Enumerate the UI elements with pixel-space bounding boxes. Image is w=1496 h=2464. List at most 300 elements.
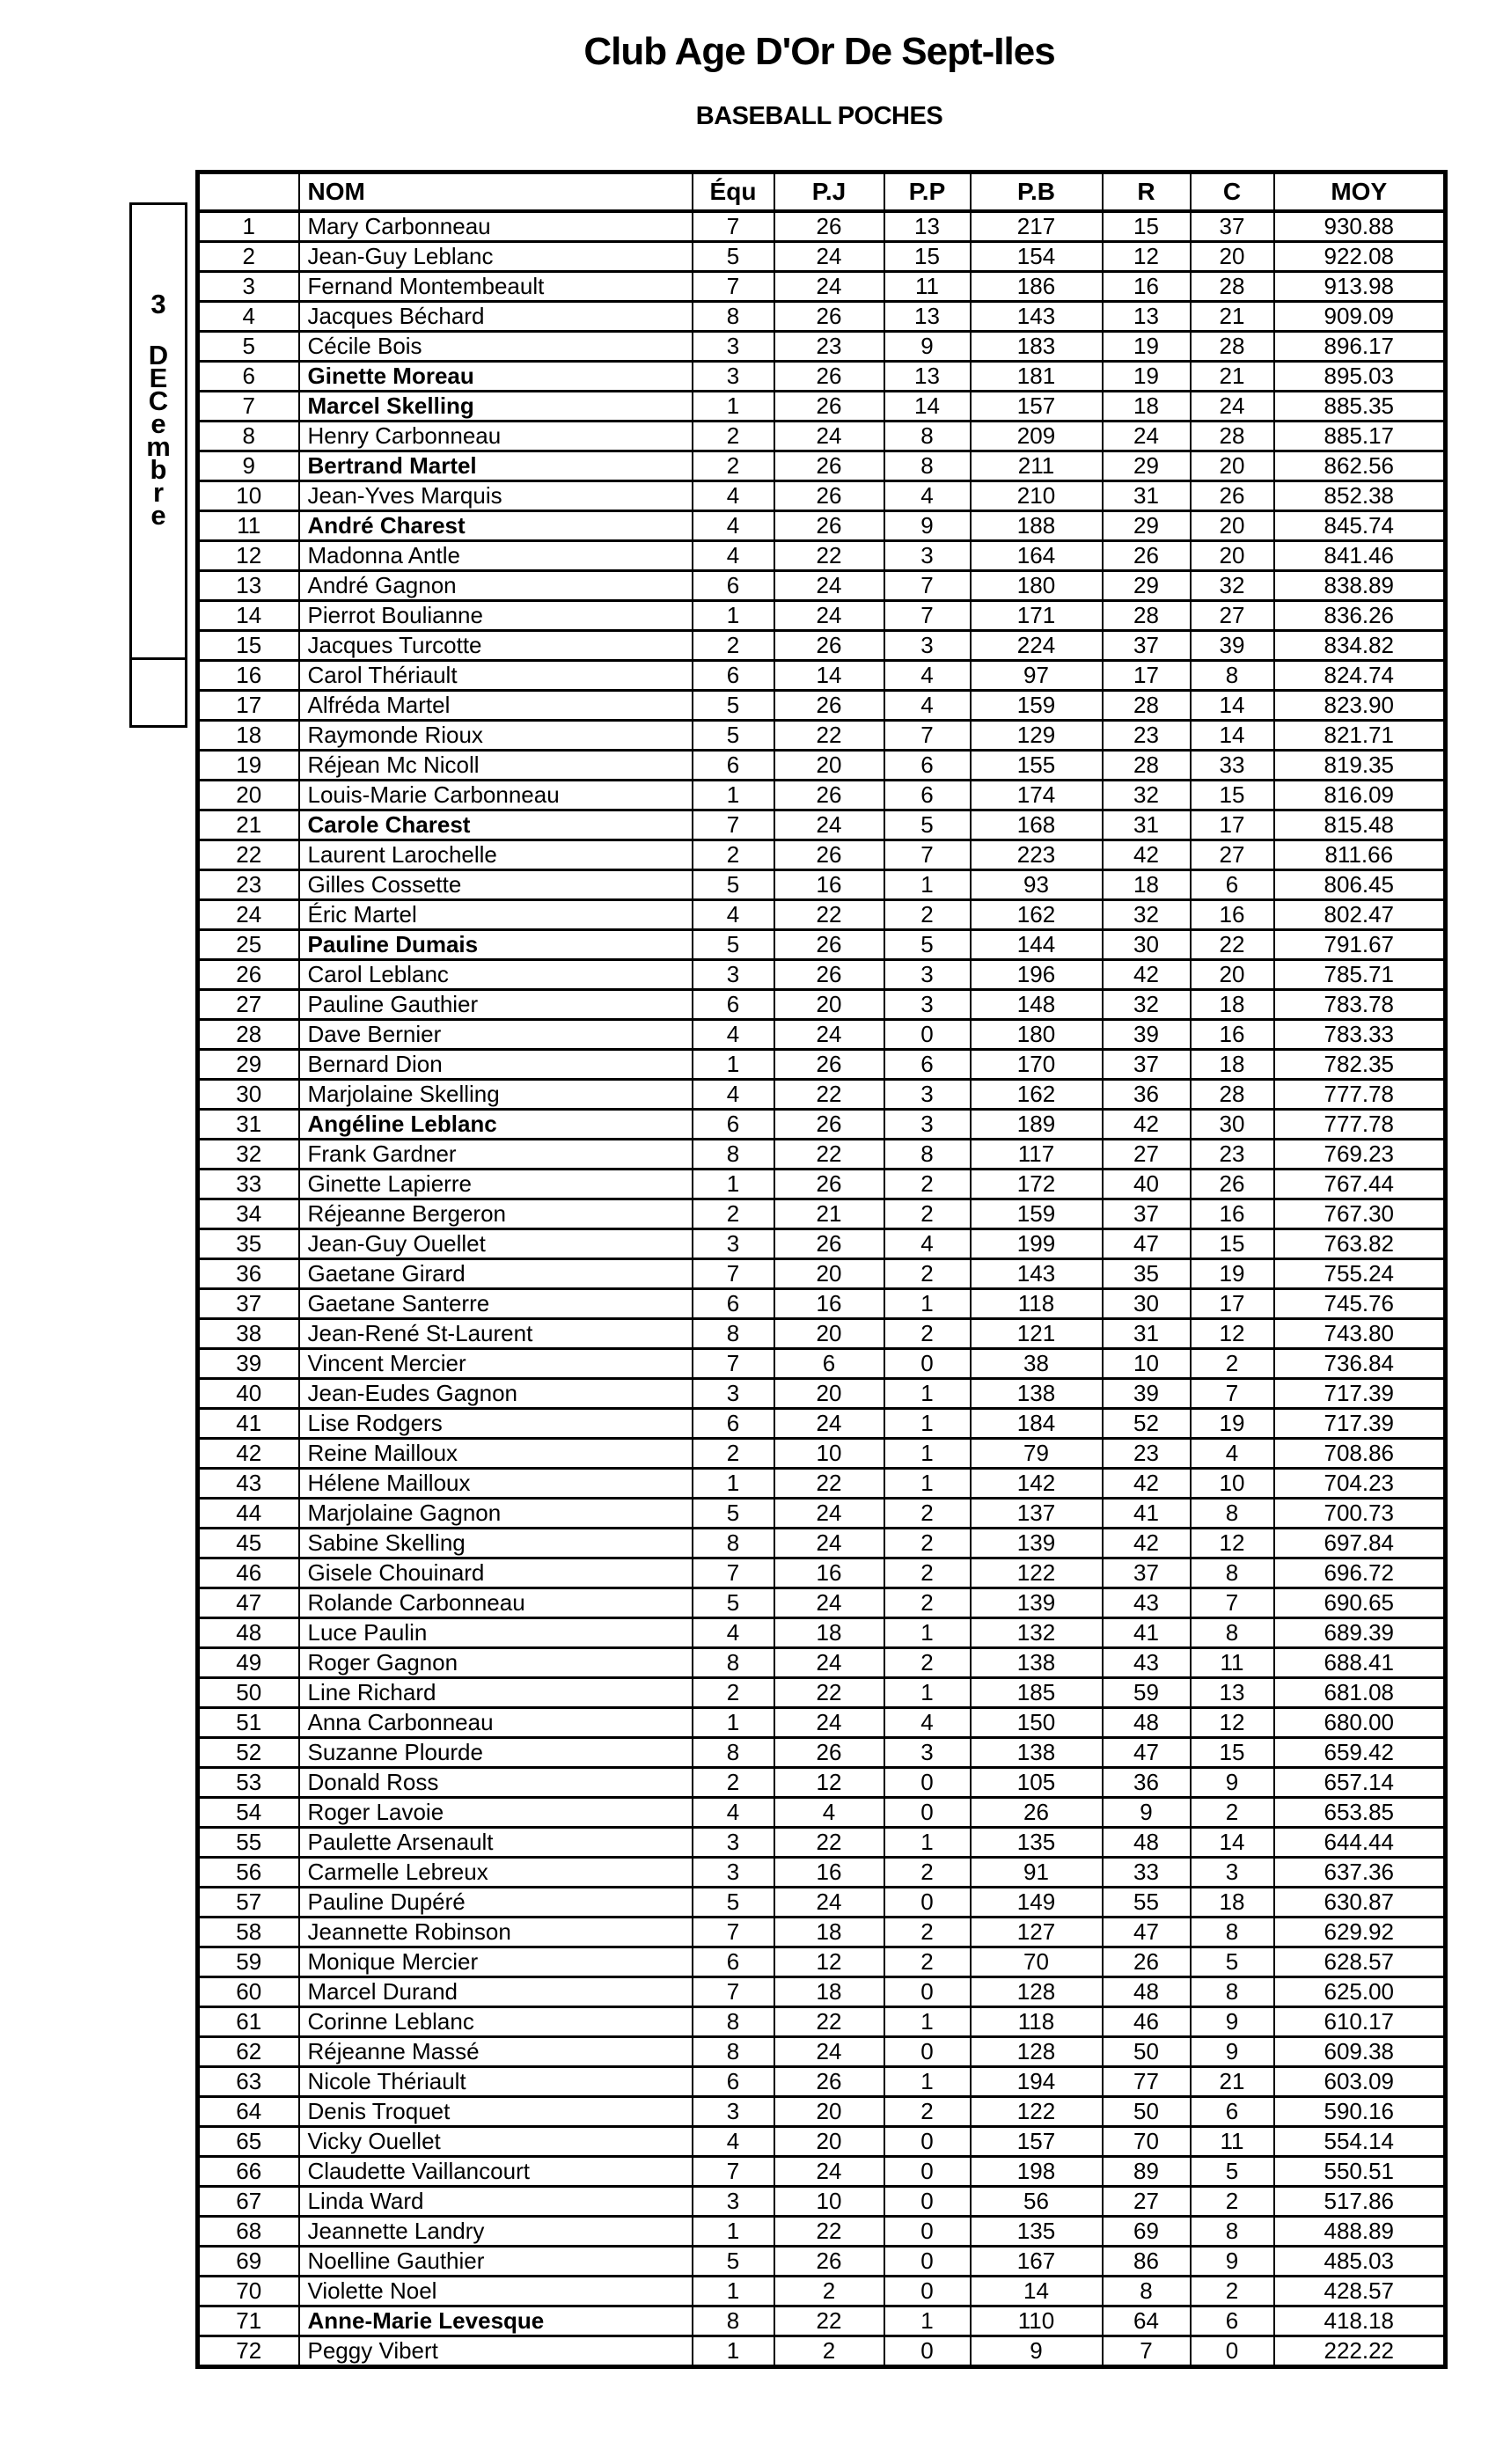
pj-cell: 26 <box>774 840 884 869</box>
equ-cell: 3 <box>693 2186 774 2216</box>
equ-cell: 1 <box>693 2216 774 2246</box>
name-cell: Claudette Vaillancourt <box>299 2156 693 2186</box>
column-header: P.J <box>774 172 884 211</box>
pb-cell: 56 <box>971 2186 1103 2216</box>
pp-cell: 2 <box>884 1258 971 1288</box>
pj-cell: 26 <box>774 630 884 660</box>
pp-cell: 3 <box>884 540 971 570</box>
table-row <box>198 1767 1446 1797</box>
pb-cell: 117 <box>971 1139 1103 1169</box>
pj-cell: 20 <box>774 1318 884 1348</box>
equ-cell: 8 <box>693 1528 774 1558</box>
name-cell: Marjolaine Skelling <box>299 1079 693 1109</box>
equ-cell: 8 <box>693 2006 774 2036</box>
rank-cell: 20 <box>198 780 299 810</box>
pb-cell: 26 <box>971 1797 1103 1827</box>
rank-cell: 11 <box>198 510 299 540</box>
c-cell: 0 <box>1191 2336 1274 2366</box>
equ-cell: 8 <box>693 1139 774 1169</box>
date-label-char: e <box>150 408 166 439</box>
pb-cell: 217 <box>971 211 1103 242</box>
pb-cell: 157 <box>971 2126 1103 2156</box>
table-row <box>198 1408 1446 1438</box>
moy-cell: 838.89 <box>1274 570 1446 600</box>
r-cell: 47 <box>1103 1228 1191 1258</box>
pp-cell: 15 <box>884 241 971 271</box>
pj-cell: 10 <box>774 1438 884 1468</box>
pp-cell: 2 <box>884 1917 971 1947</box>
c-cell: 19 <box>1191 1408 1274 1438</box>
rank-cell: 57 <box>198 1887 299 1917</box>
table-row <box>198 1049 1446 1079</box>
rank-cell: 3 <box>198 271 299 301</box>
name-cell: Lise Rodgers <box>299 1408 693 1438</box>
date-label <box>132 205 185 657</box>
name-cell: Jean-Guy Leblanc <box>299 241 693 271</box>
c-cell: 18 <box>1191 1887 1274 1917</box>
equ-cell: 8 <box>693 1647 774 1677</box>
c-cell: 26 <box>1191 1169 1274 1199</box>
r-cell: 35 <box>1103 1258 1191 1288</box>
pb-cell: 155 <box>971 750 1103 780</box>
c-cell: 28 <box>1191 421 1274 451</box>
name-cell: Gilles Cossette <box>299 869 693 899</box>
pj-cell: 26 <box>774 1228 884 1258</box>
moy-cell: 657.14 <box>1274 1767 1446 1797</box>
name-cell: Carole Charest <box>299 810 693 840</box>
moy-cell: 644.44 <box>1274 1827 1446 1857</box>
c-cell: 13 <box>1191 1677 1274 1707</box>
rank-cell: 23 <box>198 869 299 899</box>
r-cell: 48 <box>1103 1976 1191 2006</box>
table-row <box>198 1588 1446 1617</box>
rank-cell: 71 <box>198 2306 299 2336</box>
rank-cell: 36 <box>198 1258 299 1288</box>
pj-cell: 22 <box>774 899 884 929</box>
r-cell: 69 <box>1103 2216 1191 2246</box>
pj-cell: 24 <box>774 2156 884 2186</box>
name-cell: Luce Paulin <box>299 1617 693 1647</box>
equ-cell: 2 <box>693 421 774 451</box>
rank-cell: 16 <box>198 660 299 690</box>
moy-cell: 777.78 <box>1274 1079 1446 1109</box>
rank-cell: 29 <box>198 1049 299 1079</box>
pj-cell: 18 <box>774 1976 884 2006</box>
table-row <box>198 869 1446 899</box>
table-row <box>198 1438 1446 1468</box>
equ-cell: 6 <box>693 570 774 600</box>
pj-cell: 26 <box>774 2246 884 2276</box>
table-row <box>198 1917 1446 1947</box>
rank-cell: 34 <box>198 1199 299 1228</box>
table-row <box>198 1976 1446 2006</box>
name-cell: Carmelle Lebreux <box>299 1857 693 1887</box>
equ-cell: 5 <box>693 2246 774 2276</box>
rank-cell: 31 <box>198 1109 299 1139</box>
moy-cell: 815.48 <box>1274 810 1446 840</box>
name-cell: Laurent Larochelle <box>299 840 693 869</box>
c-cell: 37 <box>1191 211 1274 242</box>
c-cell: 39 <box>1191 630 1274 660</box>
equ-cell: 5 <box>693 690 774 720</box>
name-cell: Vincent Mercier <box>299 1348 693 1378</box>
moy-cell: 811.66 <box>1274 840 1446 869</box>
name-cell: Gaetane Santerre <box>299 1288 693 1318</box>
pj-cell: 26 <box>774 2066 884 2096</box>
pj-cell: 22 <box>774 1468 884 1498</box>
r-cell: 40 <box>1103 1169 1191 1199</box>
name-cell: Gisele Chouinard <box>299 1558 693 1588</box>
rank-cell: 58 <box>198 1917 299 1947</box>
table-row <box>198 301 1446 331</box>
name-cell: André Gagnon <box>299 570 693 600</box>
c-cell: 16 <box>1191 1199 1274 1228</box>
c-cell: 9 <box>1191 2246 1274 2276</box>
equ-cell: 1 <box>693 2276 774 2306</box>
table-row <box>198 989 1446 1019</box>
rank-cell: 17 <box>198 690 299 720</box>
pp-cell: 1 <box>884 1468 971 1498</box>
name-cell: Denis Troquet <box>299 2096 693 2126</box>
rank-cell: 25 <box>198 929 299 959</box>
pj-cell: 20 <box>774 2126 884 2156</box>
pb-cell: 149 <box>971 1887 1103 1917</box>
table-row <box>198 391 1446 421</box>
pp-cell: 4 <box>884 1707 971 1737</box>
r-cell: 23 <box>1103 720 1191 750</box>
pp-cell: 0 <box>884 2036 971 2066</box>
equ-cell: 3 <box>693 331 774 361</box>
equ-cell: 7 <box>693 1976 774 2006</box>
c-cell: 20 <box>1191 241 1274 271</box>
r-cell: 27 <box>1103 2186 1191 2216</box>
c-cell: 26 <box>1191 480 1274 510</box>
name-cell: Mary Carbonneau <box>299 211 693 242</box>
moy-cell: 517.86 <box>1274 2186 1446 2216</box>
moy-cell: 610.17 <box>1274 2006 1446 2036</box>
pp-cell: 0 <box>884 2156 971 2186</box>
name-cell: Carol Leblanc <box>299 959 693 989</box>
pp-cell: 3 <box>884 989 971 1019</box>
table-row <box>198 421 1446 451</box>
r-cell: 55 <box>1103 1887 1191 1917</box>
name-cell: Donald Ross <box>299 1767 693 1797</box>
name-cell: Reine Mailloux <box>299 1438 693 1468</box>
table-row <box>198 1019 1446 1049</box>
pp-cell: 2 <box>884 2096 971 2126</box>
pj-cell: 24 <box>774 1588 884 1617</box>
equ-cell: 2 <box>693 1677 774 1707</box>
r-cell: 32 <box>1103 899 1191 929</box>
pb-cell: 118 <box>971 2006 1103 2036</box>
pb-cell: 167 <box>971 2246 1103 2276</box>
r-cell: 41 <box>1103 1498 1191 1528</box>
table-row <box>198 720 1446 750</box>
r-cell: 10 <box>1103 1348 1191 1378</box>
table-row <box>198 1288 1446 1318</box>
date-label-char: m <box>146 431 171 462</box>
rank-cell: 50 <box>198 1677 299 1707</box>
pb-cell: 148 <box>971 989 1103 1019</box>
c-cell: 30 <box>1191 1109 1274 1139</box>
rank-cell: 27 <box>198 989 299 1019</box>
r-cell: 48 <box>1103 1827 1191 1857</box>
c-cell: 8 <box>1191 1917 1274 1947</box>
r-cell: 30 <box>1103 929 1191 959</box>
moy-cell: 791.67 <box>1274 929 1446 959</box>
c-cell: 20 <box>1191 540 1274 570</box>
table-row <box>198 2336 1446 2366</box>
pb-cell: 159 <box>971 1199 1103 1228</box>
c-cell: 21 <box>1191 361 1274 391</box>
name-cell: Ginette Moreau <box>299 361 693 391</box>
pp-cell: 0 <box>884 2126 971 2156</box>
r-cell: 24 <box>1103 421 1191 451</box>
pp-cell: 6 <box>884 1049 971 1079</box>
c-cell: 8 <box>1191 2216 1274 2246</box>
name-cell: Madonna Antle <box>299 540 693 570</box>
moy-cell: 743.80 <box>1274 1318 1446 1348</box>
rank-cell: 49 <box>198 1647 299 1677</box>
pp-cell: 0 <box>884 1976 971 2006</box>
pj-cell: 24 <box>774 421 884 451</box>
pj-cell: 14 <box>774 660 884 690</box>
r-cell: 8 <box>1103 2276 1191 2306</box>
table-row <box>198 361 1446 391</box>
r-cell: 36 <box>1103 1079 1191 1109</box>
r-cell: 77 <box>1103 2066 1191 2096</box>
pp-cell: 3 <box>884 1109 971 1139</box>
column-header: P.P <box>884 172 971 211</box>
pb-cell: 122 <box>971 1558 1103 1588</box>
pj-cell: 22 <box>774 2216 884 2246</box>
pb-cell: 138 <box>971 1647 1103 1677</box>
table-row <box>198 1199 1446 1228</box>
c-cell: 8 <box>1191 1558 1274 1588</box>
date-sidebar-footer <box>132 657 185 725</box>
rank-cell: 22 <box>198 840 299 869</box>
moy-cell: 704.23 <box>1274 1468 1446 1498</box>
r-cell: 19 <box>1103 331 1191 361</box>
name-cell: Pierrot Boulianne <box>299 600 693 630</box>
pp-cell: 6 <box>884 780 971 810</box>
rank-cell: 70 <box>198 2276 299 2306</box>
pp-cell: 3 <box>884 1079 971 1109</box>
pj-cell: 26 <box>774 1737 884 1767</box>
pj-cell: 22 <box>774 720 884 750</box>
pj-cell: 26 <box>774 1169 884 1199</box>
r-cell: 23 <box>1103 1438 1191 1468</box>
rank-cell: 55 <box>198 1827 299 1857</box>
name-cell: Réjean Mc Nicoll <box>299 750 693 780</box>
moy-cell: 816.09 <box>1274 780 1446 810</box>
name-cell: Anna Carbonneau <box>299 1707 693 1737</box>
pp-cell: 1 <box>884 1378 971 1408</box>
name-cell: Marjolaine Gagnon <box>299 1498 693 1528</box>
column-header: NOM <box>299 172 693 211</box>
pb-cell: 129 <box>971 720 1103 750</box>
equ-cell: 2 <box>693 1767 774 1797</box>
pp-cell: 2 <box>884 1318 971 1348</box>
pp-cell: 3 <box>884 1737 971 1767</box>
table-row <box>198 1737 1446 1767</box>
equ-cell: 2 <box>693 840 774 869</box>
name-cell: Marcel Skelling <box>299 391 693 421</box>
c-cell: 15 <box>1191 780 1274 810</box>
table-row <box>198 1348 1446 1378</box>
pp-cell: 13 <box>884 301 971 331</box>
name-cell: Réjeanne Bergeron <box>299 1199 693 1228</box>
name-cell: Alfréda Martel <box>299 690 693 720</box>
table-row <box>198 2066 1446 2096</box>
name-cell: Jean-Eudes Gagnon <box>299 1378 693 1408</box>
pj-cell: 24 <box>774 570 884 600</box>
name-cell: Monique Mercier <box>299 1947 693 1976</box>
moy-cell: 785.71 <box>1274 959 1446 989</box>
table-row <box>198 2246 1446 2276</box>
moy-cell: 845.74 <box>1274 510 1446 540</box>
column-header <box>198 172 299 211</box>
moy-cell: 885.35 <box>1274 391 1446 421</box>
pp-cell: 1 <box>884 2006 971 2036</box>
c-cell: 23 <box>1191 1139 1274 1169</box>
pp-cell: 2 <box>884 1588 971 1617</box>
rank-cell: 19 <box>198 750 299 780</box>
table-row <box>198 540 1446 570</box>
r-cell: 37 <box>1103 1199 1191 1228</box>
column-header: C <box>1191 172 1274 211</box>
equ-cell: 4 <box>693 510 774 540</box>
pp-cell: 9 <box>884 510 971 540</box>
table-row <box>198 630 1446 660</box>
pb-cell: 211 <box>971 451 1103 480</box>
equ-cell: 4 <box>693 899 774 929</box>
pb-cell: 14 <box>971 2276 1103 2306</box>
pp-cell: 4 <box>884 480 971 510</box>
pb-cell: 209 <box>971 421 1103 451</box>
rank-cell: 46 <box>198 1558 299 1588</box>
date-label-char: r <box>152 477 165 508</box>
pb-cell: 139 <box>971 1588 1103 1617</box>
pp-cell: 4 <box>884 690 971 720</box>
rank-cell: 44 <box>198 1498 299 1528</box>
date-label-char: D <box>148 340 169 370</box>
c-cell: 11 <box>1191 1647 1274 1677</box>
pb-cell: 154 <box>971 241 1103 271</box>
table-row <box>198 1169 1446 1199</box>
moy-cell: 841.46 <box>1274 540 1446 570</box>
c-cell: 28 <box>1191 1079 1274 1109</box>
pj-cell: 26 <box>774 510 884 540</box>
name-cell: Fernand Montembeault <box>299 271 693 301</box>
name-cell: Bernard Dion <box>299 1049 693 1079</box>
c-cell: 21 <box>1191 301 1274 331</box>
pj-cell: 26 <box>774 1049 884 1079</box>
rank-cell: 8 <box>198 421 299 451</box>
r-cell: 28 <box>1103 750 1191 780</box>
equ-cell: 4 <box>693 540 774 570</box>
equ-cell: 1 <box>693 391 774 421</box>
c-cell: 32 <box>1191 570 1274 600</box>
table-row <box>198 2126 1446 2156</box>
table-row <box>198 570 1446 600</box>
pb-cell: 162 <box>971 899 1103 929</box>
table-row <box>198 1109 1446 1139</box>
moy-cell: 930.88 <box>1274 211 1446 242</box>
r-cell: 32 <box>1103 989 1191 1019</box>
r-cell: 47 <box>1103 1737 1191 1767</box>
r-cell: 7 <box>1103 2336 1191 2366</box>
table-row <box>198 2276 1446 2306</box>
pb-cell: 105 <box>971 1767 1103 1797</box>
name-cell: Roger Lavoie <box>299 1797 693 1827</box>
pj-cell: 16 <box>774 1857 884 1887</box>
equ-cell: 5 <box>693 1498 774 1528</box>
equ-cell: 6 <box>693 2066 774 2096</box>
pb-cell: 118 <box>971 1288 1103 1318</box>
pp-cell: 0 <box>884 1019 971 1049</box>
pp-cell: 0 <box>884 2246 971 2276</box>
moy-cell: 896.17 <box>1274 331 1446 361</box>
pb-cell: 159 <box>971 690 1103 720</box>
c-cell: 27 <box>1191 840 1274 869</box>
table-row <box>198 1378 1446 1408</box>
r-cell: 52 <box>1103 1408 1191 1438</box>
c-cell: 2 <box>1191 2276 1274 2306</box>
name-cell: Pauline Gauthier <box>299 989 693 1019</box>
rank-cell: 42 <box>198 1438 299 1468</box>
pp-cell: 7 <box>884 600 971 630</box>
table-row <box>198 600 1446 630</box>
pj-cell: 16 <box>774 1288 884 1318</box>
equ-cell: 2 <box>693 451 774 480</box>
name-cell: Violette Noel <box>299 2276 693 2306</box>
date-label-char: E <box>149 363 168 393</box>
equ-cell: 8 <box>693 301 774 331</box>
pb-cell: 142 <box>971 1468 1103 1498</box>
c-cell: 15 <box>1191 1737 1274 1767</box>
equ-cell: 6 <box>693 989 774 1019</box>
pj-cell: 22 <box>774 1139 884 1169</box>
pj-cell: 22 <box>774 2306 884 2336</box>
rank-cell: 13 <box>198 570 299 600</box>
pj-cell: 16 <box>774 869 884 899</box>
equ-cell: 3 <box>693 959 774 989</box>
pp-cell: 0 <box>884 2336 971 2366</box>
name-cell: Rolande Carbonneau <box>299 1588 693 1617</box>
name-cell: Anne-Marie Levesque <box>299 2306 693 2336</box>
pp-cell: 8 <box>884 451 971 480</box>
pb-cell: 198 <box>971 2156 1103 2186</box>
pp-cell: 1 <box>884 2306 971 2336</box>
pp-cell: 5 <box>884 810 971 840</box>
pp-cell: 2 <box>884 1199 971 1228</box>
rank-cell: 6 <box>198 361 299 391</box>
rank-cell: 63 <box>198 2066 299 2096</box>
pp-cell: 1 <box>884 869 971 899</box>
r-cell: 29 <box>1103 570 1191 600</box>
r-cell: 50 <box>1103 2036 1191 2066</box>
pb-cell: 110 <box>971 2306 1103 2336</box>
pb-cell: 138 <box>971 1737 1103 1767</box>
pb-cell: 174 <box>971 780 1103 810</box>
c-cell: 7 <box>1191 1378 1274 1408</box>
pp-cell: 14 <box>884 391 971 421</box>
pj-cell: 12 <box>774 1947 884 1976</box>
table-row <box>198 1139 1446 1169</box>
r-cell: 37 <box>1103 630 1191 660</box>
rank-cell: 67 <box>198 2186 299 2216</box>
